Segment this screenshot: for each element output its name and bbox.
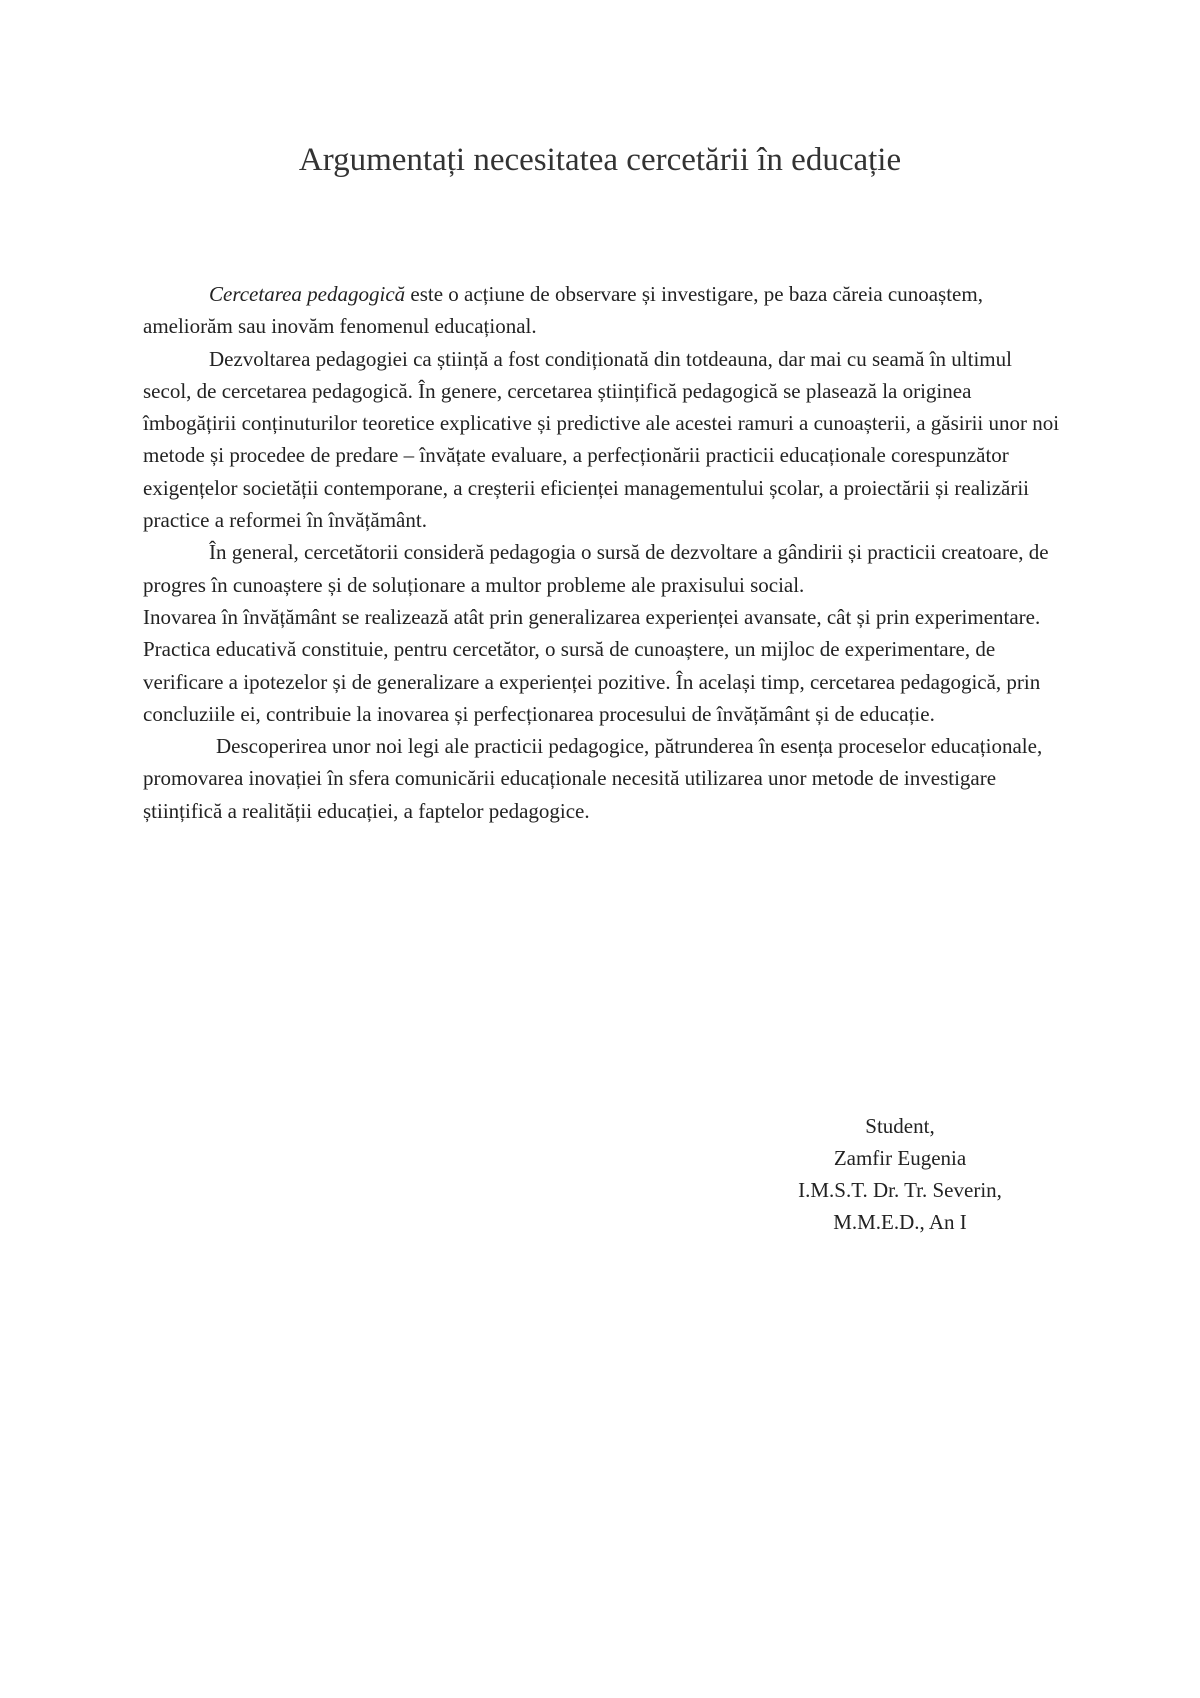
- document-title: Argumentați necesitatea cercetării în educație: [298, 142, 902, 178]
- document-body: [143, 278, 1063, 827]
- paragraph-4: Inovarea în învățământ se realizează atât prin generalizarea experienței avansate, cât și prin experimentare. Practica educativă constituie, pentru cercetător, o sursă de cunoaștere, un mijloc de experimentare, de verificare a ipotezelor și de generalizare a experienței pozitive. În același timp, cercetarea pedagogică, prin concluziile ei, contribuie la inovarea și perfecționarea procesului de învățământ și de educație.: [143, 604, 1041, 726]
- paragraph-1-emphasis: Cercetarea pedagogică: [209, 282, 406, 306]
- signature-program: M.M.E.D., An I: [833, 1210, 967, 1234]
- paragraph-5: Descoperirea unor noi legi ale practicii pedagogice, pătrunderea în esența proceselor educaționale, promovarea inovației în sfera comunicării educaționale necesită utilizarea unor metode de investigare științifică a realității educației, a faptelor pedagogice.: [143, 734, 1043, 823]
- signature-role: Student,: [865, 1114, 935, 1138]
- paragraph-3: În general, cercetătorii consideră pedagogia o sursă de dezvoltare a gândirii și practicii creatoare, de progres în cunoaștere și de soluționare a multor probleme ale praxisului social.: [143, 540, 1049, 597]
- paragraph-1: [143, 278, 1063, 343]
- signature-block: [740, 1110, 1060, 1238]
- signature-institution: I.M.S.T. Dr. Tr. Severin,: [798, 1178, 1002, 1202]
- paragraph-2: Dezvoltarea pedagogiei ca știință a fost condiționată din totdeauna, dar mai cu seamă în ultimul secol, de cercetarea pedagogică. În genere, cercetarea științifică pedagogică se plasează la originea îmbogățirii conținuturilor teoretice explicative și predictive ale acestei ramuri a cunoașterii, a găsirii unor noi metode și procedee de predare – învățate evaluare, a perfecționării practicii educaționale corespunzător exigențelor societății contemporane, a creșterii eficienței managementului școlar, a proiectării și realizării practice a reformei în învățământ.: [143, 346, 1060, 533]
- paragraph-1-text: este o acțiune de observare și investigare, pe baza căreia cunoaștem, ameliorăm sau inovăm fenomenul educațional.: [143, 282, 983, 339]
- signature-name: Zamfir Eugenia: [833, 1146, 967, 1170]
